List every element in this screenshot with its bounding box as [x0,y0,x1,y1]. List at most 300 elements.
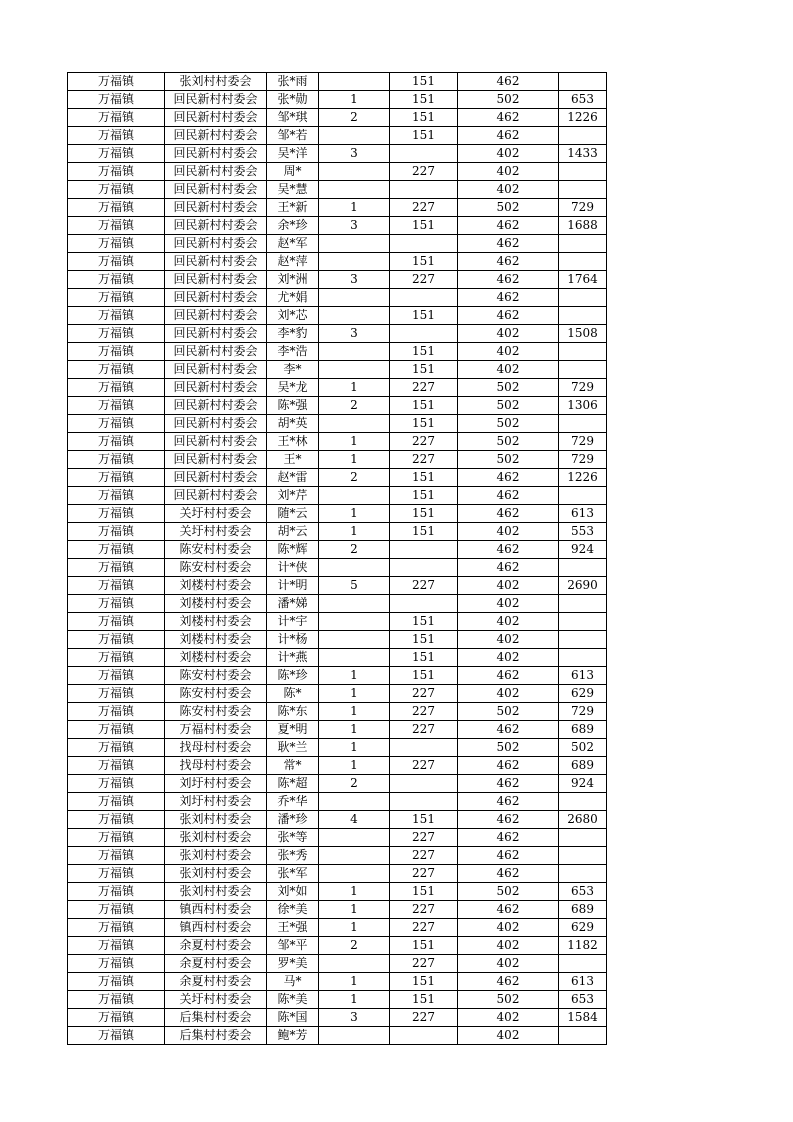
name-cell: 赵*雷 [267,469,319,487]
town-cell: 万福镇 [68,181,165,199]
count-cell: 1 [319,919,390,937]
amount-a-cell: 151 [390,109,458,127]
village-cell: 回民新村村委会 [165,343,267,361]
amount-b-cell: 462 [458,487,559,505]
count-cell [319,847,390,865]
amount-b-cell: 502 [458,415,559,433]
amount-a-cell: 151 [390,631,458,649]
count-cell [319,613,390,631]
amount-b-cell: 402 [458,325,559,343]
amount-b-cell: 462 [458,757,559,775]
table-row [68,631,607,649]
village-cell: 刘圩村村委会 [165,793,267,811]
amount-b-cell: 462 [458,667,559,685]
total-cell: 613 [559,667,607,685]
table-row [68,505,607,523]
town-cell: 万福镇 [68,541,165,559]
count-cell [319,127,390,145]
town-cell: 万福镇 [68,901,165,919]
amount-a-cell [390,775,458,793]
amount-a-cell: 227 [390,433,458,451]
village-cell: 回民新村村委会 [165,451,267,469]
table-row [68,559,607,577]
amount-a-cell [390,145,458,163]
amount-a-cell: 227 [390,577,458,595]
table-row [68,199,607,217]
table-row [68,541,607,559]
village-cell: 张刘村村委会 [165,829,267,847]
village-cell: 回民新村村委会 [165,163,267,181]
table-row [68,955,607,973]
town-cell: 万福镇 [68,1009,165,1027]
town-cell: 万福镇 [68,847,165,865]
amount-b-cell: 462 [458,775,559,793]
total-cell [559,235,607,253]
amount-b-cell: 462 [458,541,559,559]
amount-b-cell: 402 [458,631,559,649]
total-cell [559,1027,607,1045]
town-cell: 万福镇 [68,487,165,505]
town-cell: 万福镇 [68,307,165,325]
amount-a-cell: 151 [390,343,458,361]
table-row [68,379,607,397]
count-cell: 1 [319,721,390,739]
name-cell: 常* [267,757,319,775]
total-cell: 1182 [559,937,607,955]
total-cell: 1688 [559,217,607,235]
amount-b-cell: 462 [458,559,559,577]
town-cell: 万福镇 [68,415,165,433]
table-row [68,325,607,343]
total-cell [559,793,607,811]
amount-b-cell: 462 [458,217,559,235]
total-cell: 629 [559,685,607,703]
village-cell: 张刘村村委会 [165,847,267,865]
name-cell: 陈* [267,685,319,703]
town-cell: 万福镇 [68,811,165,829]
amount-a-cell: 151 [390,523,458,541]
name-cell: 李*浩 [267,343,319,361]
name-cell: 刘*如 [267,883,319,901]
amount-a-cell: 227 [390,955,458,973]
amount-b-cell: 402 [458,361,559,379]
amount-a-cell: 227 [390,451,458,469]
village-cell: 后集村村委会 [165,1009,267,1027]
name-cell: 胡*英 [267,415,319,433]
town-cell: 万福镇 [68,289,165,307]
amount-a-cell: 151 [390,307,458,325]
table-row [68,811,607,829]
town-cell: 万福镇 [68,379,165,397]
amount-b-cell: 502 [458,451,559,469]
table-row [68,73,607,91]
count-cell: 2 [319,775,390,793]
count-cell [319,793,390,811]
table-row [68,217,607,235]
village-cell: 回民新村村委会 [165,307,267,325]
amount-b-cell: 462 [458,235,559,253]
table-row [68,343,607,361]
count-cell: 1 [319,505,390,523]
town-cell: 万福镇 [68,217,165,235]
table-row [68,433,607,451]
total-cell: 653 [559,991,607,1009]
name-cell: 陈*美 [267,991,319,1009]
amount-a-cell [390,235,458,253]
village-cell: 刘楼村村委会 [165,595,267,613]
count-cell: 1 [319,523,390,541]
town-cell: 万福镇 [68,775,165,793]
town-cell: 万福镇 [68,937,165,955]
table-row [68,145,607,163]
name-cell: 潘*娣 [267,595,319,613]
town-cell: 万福镇 [68,667,165,685]
name-cell: 李*豹 [267,325,319,343]
amount-b-cell: 462 [458,901,559,919]
name-cell: 吴*洋 [267,145,319,163]
name-cell: 赵*萍 [267,253,319,271]
count-cell: 1 [319,91,390,109]
name-cell: 刘*洲 [267,271,319,289]
village-cell: 刘楼村村委会 [165,613,267,631]
table-row [68,991,607,1009]
count-cell [319,649,390,667]
total-cell [559,829,607,847]
amount-a-cell: 227 [390,703,458,721]
count-cell [319,289,390,307]
name-cell: 刘*芯 [267,307,319,325]
village-cell: 回民新村村委会 [165,397,267,415]
name-cell: 计*明 [267,577,319,595]
town-cell: 万福镇 [68,757,165,775]
count-cell: 5 [319,577,390,595]
name-cell: 胡*云 [267,523,319,541]
amount-a-cell: 151 [390,361,458,379]
amount-b-cell: 402 [458,1027,559,1045]
total-cell [559,415,607,433]
village-cell: 回民新村村委会 [165,235,267,253]
total-cell [559,127,607,145]
total-cell [559,253,607,271]
amount-a-cell: 151 [390,973,458,991]
town-cell: 万福镇 [68,433,165,451]
count-cell: 1 [319,685,390,703]
town-cell: 万福镇 [68,613,165,631]
name-cell: 邹*琪 [267,109,319,127]
total-cell: 924 [559,775,607,793]
village-cell: 镇西村村委会 [165,901,267,919]
amount-a-cell: 151 [390,505,458,523]
amount-b-cell: 402 [458,1009,559,1027]
village-cell: 陈安村村委会 [165,685,267,703]
table-row [68,1027,607,1045]
amount-a-cell: 227 [390,379,458,397]
village-cell: 回民新村村委会 [165,271,267,289]
name-cell: 徐*美 [267,901,319,919]
count-cell: 1 [319,433,390,451]
town-cell: 万福镇 [68,361,165,379]
amount-a-cell: 151 [390,811,458,829]
name-cell: 张*军 [267,865,319,883]
name-cell: 王*林 [267,433,319,451]
amount-b-cell: 402 [458,649,559,667]
count-cell: 2 [319,541,390,559]
total-cell: 1584 [559,1009,607,1027]
name-cell: 鲍*芳 [267,1027,319,1045]
total-cell [559,307,607,325]
total-cell [559,559,607,577]
table-row [68,757,607,775]
amount-b-cell: 402 [458,685,559,703]
table-row [68,487,607,505]
amount-b-cell: 402 [458,577,559,595]
name-cell: 随*云 [267,505,319,523]
name-cell: 李* [267,361,319,379]
town-cell: 万福镇 [68,865,165,883]
amount-b-cell: 462 [458,505,559,523]
count-cell [319,1027,390,1045]
name-cell: 计*杨 [267,631,319,649]
village-cell: 回民新村村委会 [165,109,267,127]
amount-a-cell: 227 [390,271,458,289]
amount-b-cell: 402 [458,523,559,541]
total-cell: 1508 [559,325,607,343]
table-row [68,775,607,793]
name-cell: 陈*国 [267,1009,319,1027]
table-row [68,577,607,595]
total-cell: 689 [559,721,607,739]
town-cell: 万福镇 [68,523,165,541]
town-cell: 万福镇 [68,685,165,703]
amount-b-cell: 502 [458,991,559,1009]
total-cell [559,595,607,613]
table-row [68,1009,607,1027]
total-cell [559,631,607,649]
count-cell: 3 [319,1009,390,1027]
count-cell [319,181,390,199]
town-cell: 万福镇 [68,991,165,1009]
town-cell: 万福镇 [68,451,165,469]
village-cell: 后集村村委会 [165,1027,267,1045]
table-row [68,235,607,253]
table-row [68,937,607,955]
village-cell: 陈安村村委会 [165,541,267,559]
count-cell [319,343,390,361]
amount-b-cell: 462 [458,721,559,739]
amount-b-cell: 502 [458,703,559,721]
count-cell: 1 [319,451,390,469]
amount-a-cell: 151 [390,937,458,955]
amount-a-cell [390,541,458,559]
total-cell: 613 [559,505,607,523]
town-cell: 万福镇 [68,145,165,163]
amount-a-cell [390,325,458,343]
total-cell: 1433 [559,145,607,163]
count-cell: 2 [319,397,390,415]
table-row [68,181,607,199]
village-cell: 找母村村委会 [165,739,267,757]
amount-a-cell: 227 [390,1009,458,1027]
total-cell [559,865,607,883]
village-cell: 回民新村村委会 [165,253,267,271]
total-cell: 1306 [559,397,607,415]
table-row [68,523,607,541]
table-row [68,271,607,289]
total-cell [559,955,607,973]
amount-a-cell: 227 [390,199,458,217]
amount-a-cell [390,595,458,613]
village-cell: 张刘村村委会 [165,883,267,901]
table-row [68,91,607,109]
amount-a-cell: 151 [390,73,458,91]
amount-b-cell: 402 [458,343,559,361]
count-cell: 1 [319,883,390,901]
amount-a-cell [390,739,458,757]
total-cell: 553 [559,523,607,541]
table-row [68,865,607,883]
town-cell: 万福镇 [68,469,165,487]
name-cell: 陈*超 [267,775,319,793]
town-cell: 万福镇 [68,973,165,991]
amount-b-cell: 462 [458,253,559,271]
data-table [67,72,607,1045]
amount-b-cell: 462 [458,469,559,487]
village-cell: 回民新村村委会 [165,361,267,379]
village-cell: 余夏村村委会 [165,955,267,973]
town-cell: 万福镇 [68,739,165,757]
amount-b-cell: 462 [458,973,559,991]
count-cell: 3 [319,271,390,289]
amount-a-cell: 227 [390,721,458,739]
amount-a-cell: 151 [390,127,458,145]
count-cell [319,487,390,505]
amount-b-cell: 502 [458,739,559,757]
total-cell: 729 [559,379,607,397]
count-cell: 3 [319,145,390,163]
total-cell [559,361,607,379]
village-cell: 回民新村村委会 [165,487,267,505]
count-cell: 1 [319,703,390,721]
town-cell: 万福镇 [68,91,165,109]
count-cell: 1 [319,757,390,775]
amount-b-cell: 502 [458,379,559,397]
amount-b-cell: 462 [458,109,559,127]
amount-a-cell: 151 [390,667,458,685]
town-cell: 万福镇 [68,271,165,289]
town-cell: 万福镇 [68,397,165,415]
village-cell: 关圩村村委会 [165,523,267,541]
count-cell [319,415,390,433]
amount-a-cell [390,559,458,577]
village-cell: 刘圩村村委会 [165,775,267,793]
count-cell [319,595,390,613]
count-cell [319,253,390,271]
count-cell [319,163,390,181]
total-cell [559,343,607,361]
table-row [68,289,607,307]
table-row [68,415,607,433]
town-cell: 万福镇 [68,235,165,253]
table-row [68,613,607,631]
table-row [68,451,607,469]
table-row [68,307,607,325]
town-cell: 万福镇 [68,595,165,613]
table-body [68,73,607,1045]
amount-a-cell [390,181,458,199]
name-cell: 夏*明 [267,721,319,739]
amount-a-cell: 151 [390,415,458,433]
amount-b-cell: 402 [458,937,559,955]
total-cell [559,847,607,865]
amount-a-cell: 151 [390,613,458,631]
name-cell: 张*勋 [267,91,319,109]
amount-a-cell: 151 [390,253,458,271]
amount-b-cell: 462 [458,793,559,811]
count-cell [319,307,390,325]
table-row [68,793,607,811]
village-cell: 回民新村村委会 [165,217,267,235]
count-cell: 3 [319,217,390,235]
town-cell: 万福镇 [68,883,165,901]
town-cell: 万福镇 [68,199,165,217]
village-cell: 回民新村村委会 [165,145,267,163]
count-cell: 1 [319,901,390,919]
total-cell: 613 [559,973,607,991]
total-cell: 502 [559,739,607,757]
table-row [68,883,607,901]
village-cell: 张刘村村委会 [165,865,267,883]
town-cell: 万福镇 [68,109,165,127]
amount-b-cell: 462 [458,829,559,847]
amount-a-cell [390,289,458,307]
amount-a-cell: 151 [390,91,458,109]
amount-a-cell: 151 [390,883,458,901]
town-cell: 万福镇 [68,163,165,181]
amount-a-cell: 151 [390,649,458,667]
name-cell: 吴*慧 [267,181,319,199]
name-cell: 张*秀 [267,847,319,865]
count-cell: 1 [319,973,390,991]
table-row [68,685,607,703]
town-cell: 万福镇 [68,505,165,523]
name-cell: 吴*龙 [267,379,319,397]
amount-a-cell: 227 [390,685,458,703]
name-cell: 陈*辉 [267,541,319,559]
name-cell: 陈*珍 [267,667,319,685]
amount-b-cell: 402 [458,163,559,181]
village-cell: 陈安村村委会 [165,703,267,721]
name-cell: 邹*若 [267,127,319,145]
name-cell: 马* [267,973,319,991]
total-cell [559,181,607,199]
village-cell: 余夏村村委会 [165,973,267,991]
amount-a-cell [390,793,458,811]
count-cell [319,865,390,883]
table-row [68,253,607,271]
amount-a-cell: 227 [390,847,458,865]
amount-b-cell: 462 [458,811,559,829]
amount-a-cell: 227 [390,919,458,937]
amount-b-cell: 502 [458,883,559,901]
table-row [68,667,607,685]
total-cell: 729 [559,199,607,217]
name-cell: 陈*强 [267,397,319,415]
total-cell: 1764 [559,271,607,289]
amount-a-cell: 151 [390,217,458,235]
name-cell: 耿*兰 [267,739,319,757]
amount-b-cell: 462 [458,73,559,91]
amount-b-cell: 462 [458,847,559,865]
